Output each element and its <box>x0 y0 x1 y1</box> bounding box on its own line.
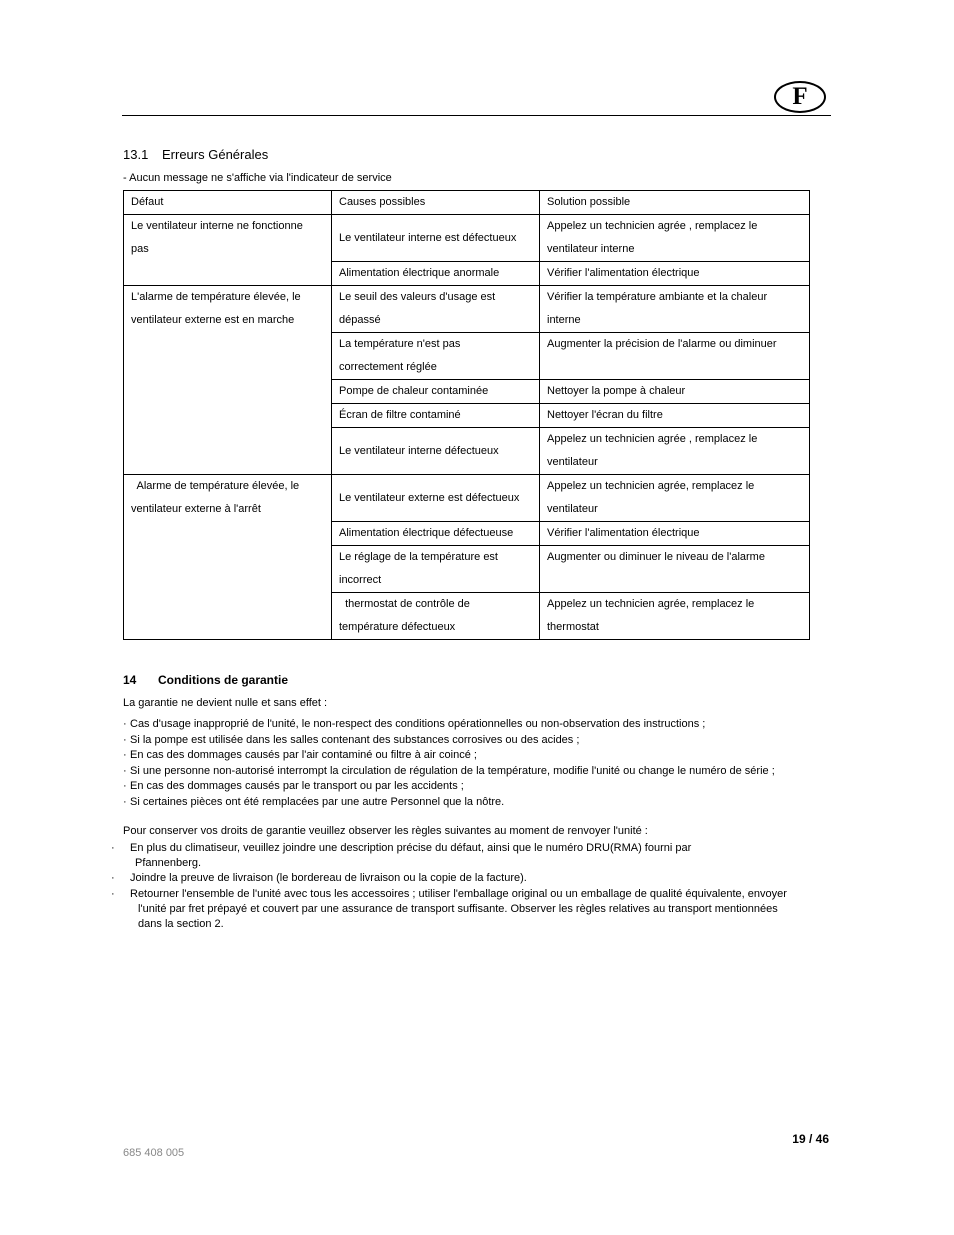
solution-cell: Vérifier l'alimentation électrique <box>540 262 810 286</box>
solution-cell: Appelez un technicien agrée , remplacez le ventilateur <box>540 428 810 475</box>
cause-cell: La température n'est pas correctement réglée <box>332 333 540 380</box>
list-item: · Joindre la preuve de livraison (le bordereau de livraison ou la copie de la facture). <box>111 872 527 885</box>
return-rules-list <box>111 841 833 932</box>
void-conditions-list <box>123 717 775 810</box>
solution-cell: Augmenter la précision de l'alarme ou diminuer <box>540 333 810 380</box>
table-header-row <box>124 191 810 215</box>
document-code: 685 408 005 <box>123 1147 185 1159</box>
list-item: · En cas des dommages causés par l'air contaminé ou filtre à air coincé ; <box>123 749 477 761</box>
list-item: · Si une personne non-autorisé interrompt la circulation de régulation de la température, modifie l'unité ou change le numéro de série ; <box>123 764 775 777</box>
solution-cell: Augmenter ou diminuer le niveau de l'alarme <box>540 546 810 593</box>
cause-cell: Le réglage de la température est incorrect <box>332 546 540 593</box>
header-cell: Défaut <box>124 191 332 215</box>
cause-cell: Alimentation électrique anormale <box>332 262 540 286</box>
fault-cell: L'alarme de température élevée, le ventilateur externe est en marche <box>124 286 332 475</box>
list-item: · Cas d'usage inapproprié de l'unité, le non-respect des conditions opérationnelles ou non-observation des instructions ; <box>123 718 706 730</box>
section-title-text: Erreurs Générales <box>162 147 269 162</box>
header-rule <box>122 115 831 116</box>
cause-cell: Le seuil des valeurs d'usage est dépassé <box>332 286 540 333</box>
solution-cell: Vérifier la température ambiante et la chaleur interne <box>540 286 810 333</box>
cause-cell: Le ventilateur interne défectueux <box>332 428 540 475</box>
cause-cell: Le ventilateur interne est défectueux <box>332 215 540 262</box>
solution-cell: Nettoyer la pompe à chaleur <box>540 380 810 404</box>
fault-cell: Le ventilateur interne ne fonctionne pas <box>124 215 332 286</box>
keep-rights-intro: Pour conserver vos droits de garantie veuillez observer les règles suivantes au moment de renvoyer l'unité : <box>123 825 648 837</box>
cause-cell: thermostat de contrôle de température défectueux <box>332 593 540 640</box>
cause-cell: Alimentation électrique défectueuse <box>332 522 540 546</box>
list-item: · Si certaines pièces ont été remplacées par une autre Personnel que la nôtre. <box>123 795 505 808</box>
warranty-intro: La garantie ne devient nulle et sans effet : <box>123 697 328 709</box>
solution-cell: Appelez un technicien agrée, remplacez le ventilateur <box>540 475 810 522</box>
warranty-title-text: Conditions de garantie <box>158 673 289 687</box>
list-item: · En plus du climatiseur, veuillez joindre une description précise du défaut, ainsi que le numéro DRU(RMA) fourni par Pfannenberg. <box>111 842 692 870</box>
list-item: · Retourner l'ensemble de l'unité avec tous les accessoires ; utiliser l'emballage original ou un emballage de qualité équivalente, envoyer l'unité par fret prépayé et couvert par une assurance de transport suffisante. Observer les règles relatives au transport mentionnées dans la section 2. <box>111 887 787 931</box>
table-row <box>124 215 810 262</box>
table-row <box>124 286 810 333</box>
intro-note: - Aucun message ne s'affiche via l'indicateur de service <box>123 172 392 184</box>
solution-cell: Appelez un technicien agrée, remplacez le thermostat <box>540 593 810 640</box>
error-table <box>123 190 810 640</box>
header-cell: Causes possibles <box>332 191 540 215</box>
warranty-number: 14 <box>123 673 137 687</box>
section-number: 13.1 <box>123 147 149 162</box>
solution-cell: Nettoyer l'écran du filtre <box>540 404 810 428</box>
cause-cell: Pompe de chaleur contaminée <box>332 380 540 404</box>
solution-cell: Appelez un technicien agrée , remplacez le ventilateur interne <box>540 215 810 262</box>
cause-cell: Écran de filtre contaminé <box>332 404 540 428</box>
page-number: 19 / 46 <box>792 1132 829 1146</box>
fault-cell: Alarme de température élevée, le ventilateur externe à l'arrêt <box>124 475 332 640</box>
cause-cell: Le ventilateur externe est défectueux <box>332 475 540 522</box>
language-badge: F <box>774 81 826 113</box>
warranty-title <box>123 673 288 687</box>
table-row <box>124 475 810 522</box>
list-item: · Si la pompe est utilisée dans les salles contenant des substances corrosives ou des acides ; <box>123 733 580 746</box>
list-item: · En cas des dommages causés par le transport ou par les accidents ; <box>123 780 464 792</box>
header-cell: Solution possible <box>540 191 810 215</box>
solution-cell: Vérifier l'alimentation électrique <box>540 522 810 546</box>
section-title <box>123 147 268 162</box>
